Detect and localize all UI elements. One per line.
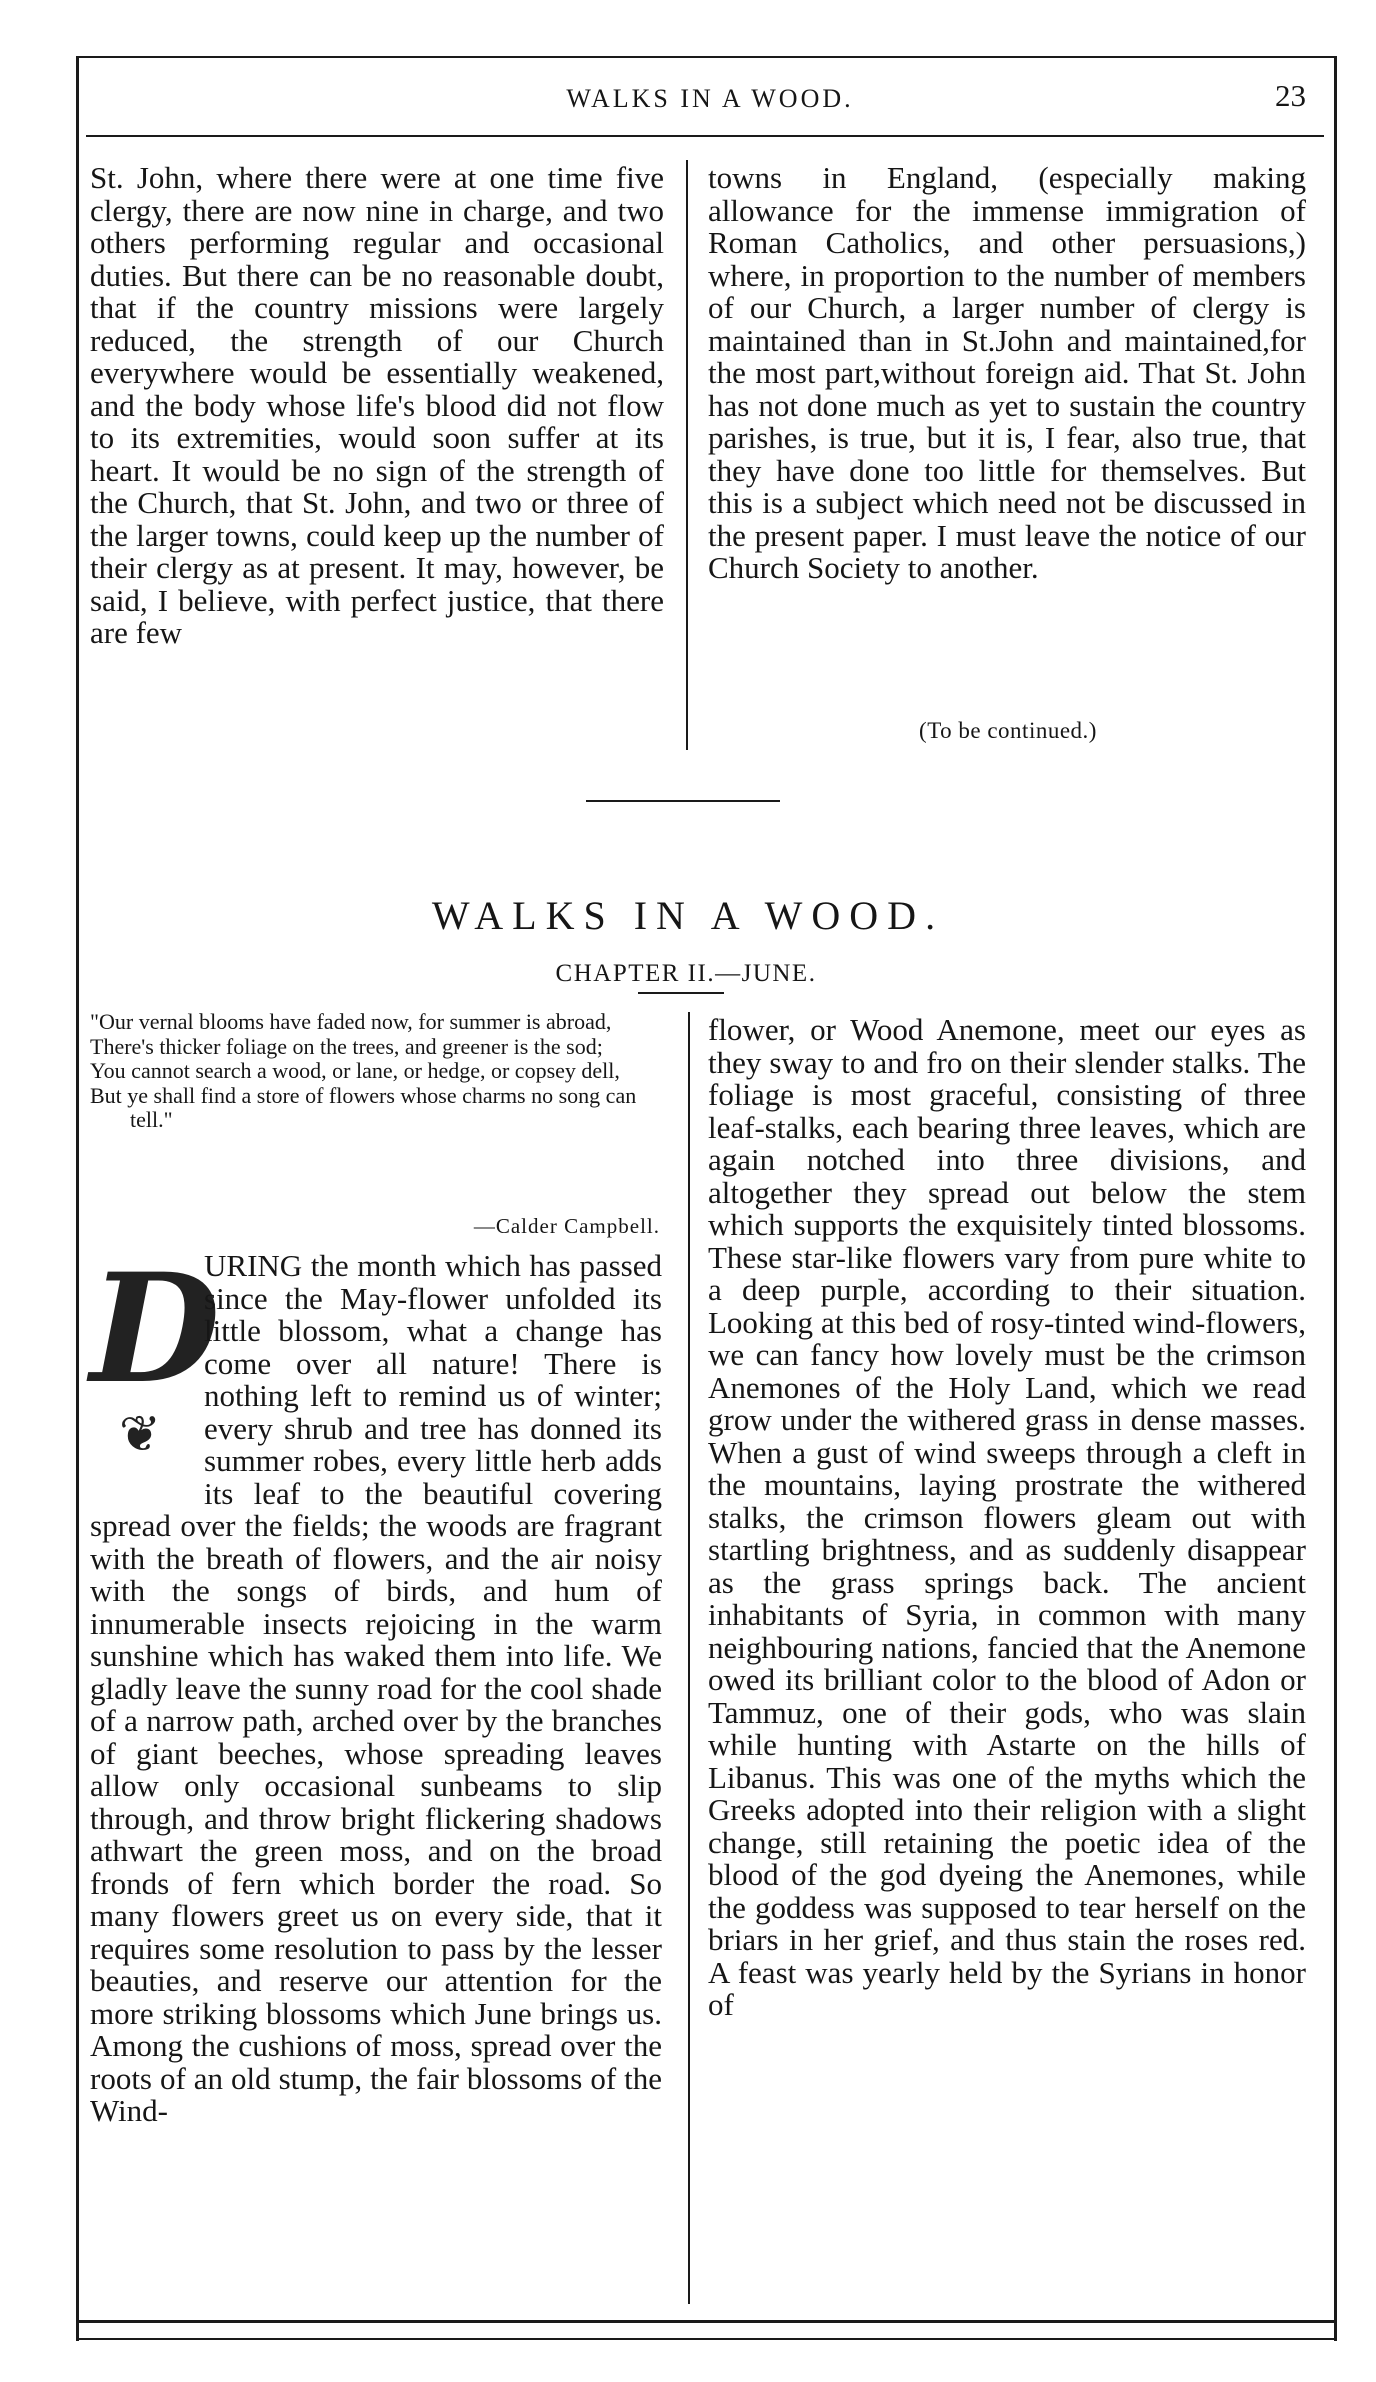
column-divider-top [686,160,688,750]
page-border-bottom-outer [76,2338,1337,2340]
epigraph-line: "Our vernal blooms have faded now, for summer is abroad, [90,1009,612,1034]
section-separator [586,800,780,802]
chapter-rule [638,992,724,994]
paragraph: flower, or Wood Anemone, meet our eyes as they sway to and fro on their slender stalks. The foliage is most graceful, consisting of three leaf-stalks, each bearing three leaves, which are again notched into three divisions, and altogether they spread out below the stem which supports the exquisitely tinted blossoms. These star-like flowers vary from pure white to a deep purple, according to their situation. Looking at this bed of rosy-tinted wind-flowers, we can fancy how lovely must be the crimson Anemones of the Holy Land, which we read grow under the withered grass in dense masses. When a gust of wind sweeps through a cleft in the mountains, laying prostrate the withered stalks, the crimson flowers gleam out with startling brightness, and as suddenly disappear as the grass springs back. The ancient inhabitants of Syria, in common with many neighbouring nations, fancied that the Anemone owed its brilliant color to the blood of Adon or Tammuz, one of their gods, who was slain while hunting with Astarte on the hills of Libanus. This was one of the myths which the Greeks adopted into their religion with a slight change, still retaining the poetic idea of the blood of the god dyeing the Anemones, while the goddess was supposed to tear herself on the briars in her grief, and thus stain the roses red. A feast was yearly held by the Syrians in honor of [708,1012,1306,2022]
article-right-column [708,1014,1306,2022]
page-number: 23 [1275,78,1306,113]
drop-cap [90,1241,221,1494]
epigraph-attribution: —Calder Campbell. [473,1214,660,1238]
previous-article-right-column [708,162,1306,585]
page-border-bottom [76,2320,1337,2323]
article-left-column [90,1241,662,2128]
drop-cap-letter: D [90,1241,221,1417]
epigraph-line: There's thicker foliage on the trees, and greener is the sod; [90,1033,603,1059]
column-divider-bottom [688,1012,690,2304]
page-border-left [76,56,79,2341]
epigraph-line: You cannot search a wood, or lane, or hedge, or copsey dell, [90,1058,620,1083]
previous-article-left-column [90,162,664,650]
paragraph: towns in England, (especially making allowance for the immense immigration of Roman Catholics, and other persuasions,) where, in proportion to the number of members of our Church, a larger number of clergy is maintained than in St.John and maintained,for the most part,without foreign aid. That St. John has not done much as yet to sustain the country parishes, is true, but it is, I fear, also true, that they have done too little for themselves. But this is a subject which need not be discussed in the present paper. I must leave the notice of our Church Society to another. [708,160,1306,585]
running-head: WALKS IN A WOOD. [566,84,854,113]
continued-note: (To be continued.) [919,718,1097,743]
paragraph: St. John, where there were at one time five clergy, there are now nine in charge, and two others performing regular and occasional duties. But there can be no reasonable doubt, that if the country missions were largely reduced, the strength of our Church everywhere would be essentially weakened, and the body whose life's blood did not flow to its extremities, would soon suffer at its heart. It would be no sign of the strength of the Church, that St. John, and two or three of the larger towns, could keep up the number of their clergy as at present. It may, however, be said, I believe, with perfect justice, that there are few [90,160,664,650]
header-rule [86,135,1324,137]
epigraph-line: But ye shall find a store of flowers whose charms no song can tell." [90,1082,637,1132]
chapter-heading: CHAPTER II.—JUNE. [555,960,817,987]
page-border-top [76,56,1337,58]
article-title: WALKS IN A WOOD. [431,893,945,938]
page-border-right [1334,56,1337,2341]
flourish-icon: ❦ [119,1405,161,1463]
paragraph: URING the month which has passed since the May-flower unfolded its little blossom, what a change has come over all nature! There is nothing left to remind us of winter; every shrub and tree has donned its summer robes, every little herb adds its leaf to the beautiful covering spread over the fields; the woods are fragrant with the breath of flowers, and the air noisy with the songs of birds, and hum of innumerable insects rejoicing in the warm sunshine which has waked them into life. We gladly leave the sunny road for the cool shade of a narrow path, arched over by the branches of giant beeches, whose spreading leaves allow only occasional sunbeams to slip through, and throw bright flickering shadows athwart the green moss, and on the broad fronds of fern which border the road. So many flowers greet us on every side, that it requires some resolution to pass by the lesser beauties, and reserve our attention for the more striking blossoms which June brings us. Among the cushions of moss, spread over the roots of an old stump, the fair blossoms of the Wind- [90,1248,662,2128]
epigraph [90,1010,668,1133]
